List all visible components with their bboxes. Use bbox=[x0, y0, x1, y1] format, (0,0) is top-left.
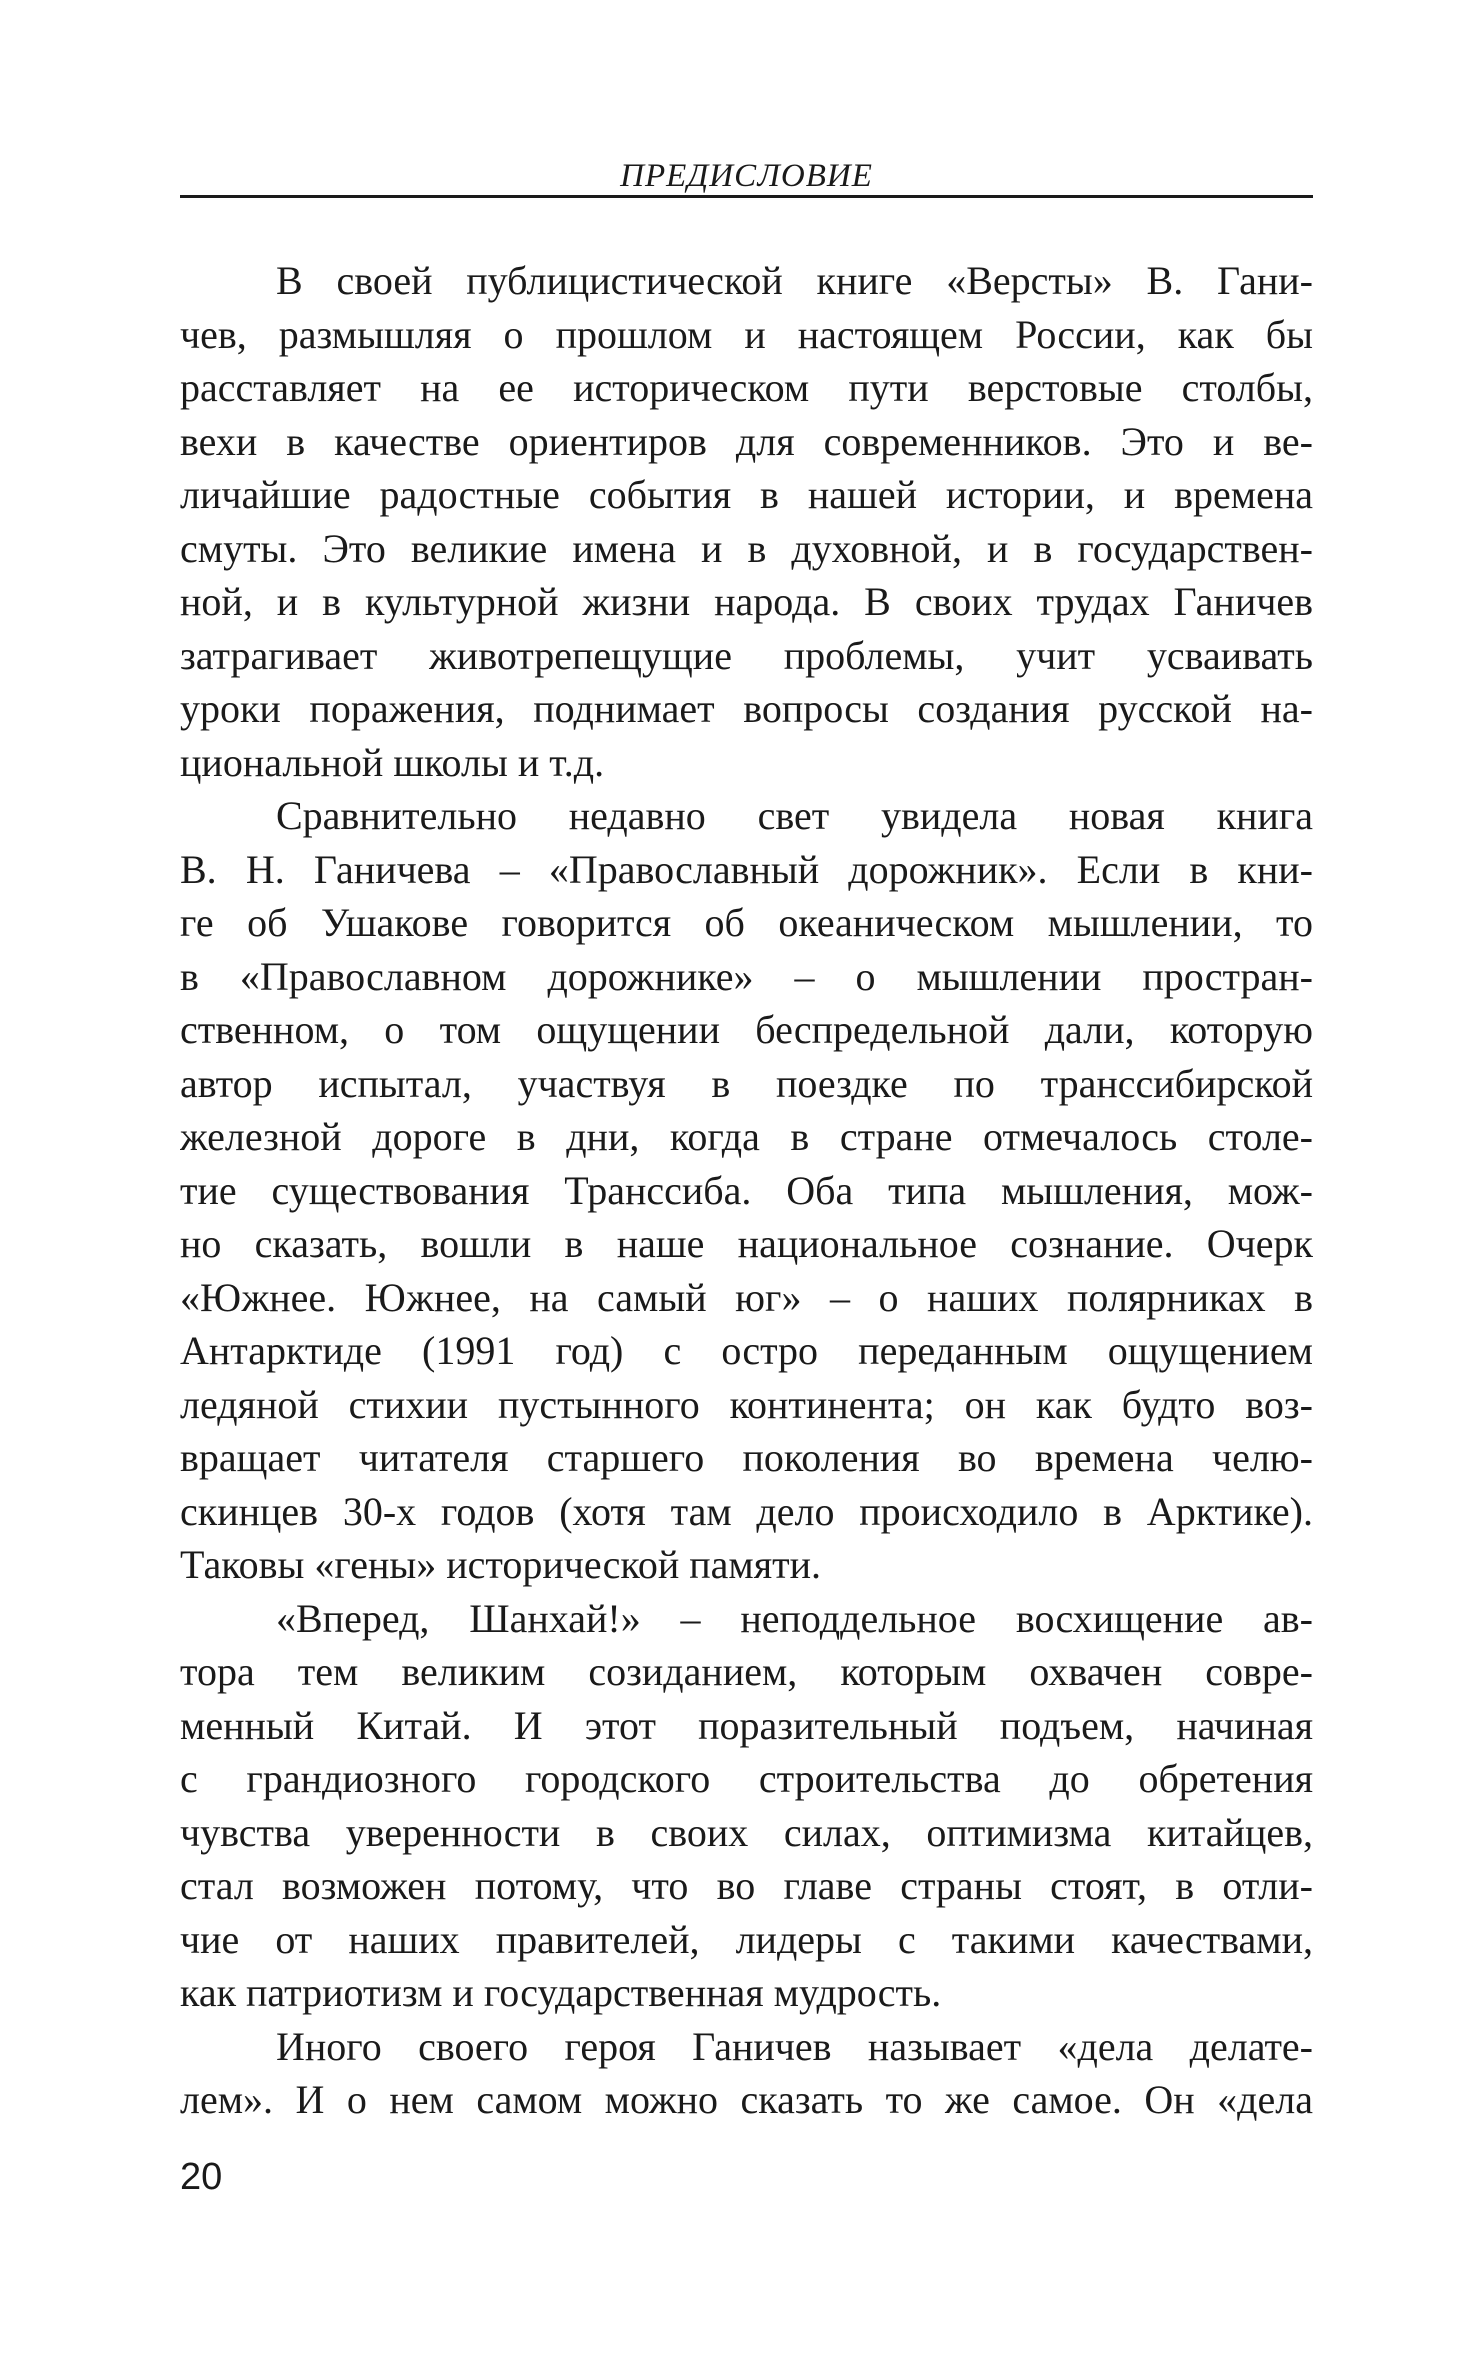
text-line: «Южнее. Южнее, на самый юг» – о наших полярниках в bbox=[180, 1274, 1313, 1320]
text-line: уроки поражения, поднимает вопросы создания русской на- bbox=[180, 686, 1313, 731]
text-line: Сравнительно недавно свет увидела новая книга bbox=[276, 793, 1313, 838]
text-line: с грандиозного городского строительства до обретения bbox=[180, 1756, 1313, 1801]
text-line: тие существования Транссиба. Оба типа мышления, мож- bbox=[180, 1167, 1313, 1213]
text-line: личайшие радостные события в нашей истории, и времена bbox=[180, 472, 1313, 517]
text-line: ственном, о том ощущении беспредельной дали, которую bbox=[180, 1007, 1313, 1052]
text-line: Иного своего героя Ганичев называет «дела делате- bbox=[276, 2023, 1313, 2069]
text-line: железной дороге в дни, когда в стране отмечалось столе- bbox=[180, 1114, 1313, 1159]
text-line: расставляет на ее историческом пути верстовые столбы, bbox=[180, 365, 1313, 410]
text-line: затрагивает животрепещущие проблемы, учит усваивать bbox=[180, 632, 1313, 678]
text-line: Таковы «гены» исторической памяти. bbox=[180, 1542, 821, 1587]
text-line: чувства уверенности в своих силах, оптимизма китайцев, bbox=[180, 1809, 1313, 1855]
text-line: чев, размышляя о прошлом и настоящем России, как бы bbox=[180, 311, 1313, 357]
text-line: вехи в качестве ориентиров для современников. Это и ве- bbox=[180, 418, 1313, 464]
text-line: как патриотизм и государственная мудрость. bbox=[180, 1970, 942, 2015]
text-line: лем». И о нем самом можно сказать то же самое. Он «дела bbox=[180, 2077, 1313, 2122]
text-line: ной, и в культурной жизни народа. В своих трудах Ганичев bbox=[180, 579, 1313, 624]
page-number: 20 bbox=[180, 2156, 223, 2198]
text-line: смуты. Это великие имена и в духовной, и в государствен- bbox=[180, 525, 1313, 571]
text-line: менный Китай. И этот поразительный подъем, начиная bbox=[180, 1702, 1313, 1748]
text-line: тора тем великим созиданием, которым охвачен совре- bbox=[180, 1649, 1313, 1694]
text-line: чие от наших правителей, лидеры с такими качествами, bbox=[180, 1916, 1313, 1962]
text-line: ге об Ушакове говорится об океаническом мышлении, то bbox=[180, 900, 1313, 945]
text-line: Антарктиде (1991 год) с остро переданным ощущением bbox=[180, 1328, 1313, 1373]
text-line: но сказать, вошли в наше национальное сознание. Очерк bbox=[180, 1221, 1313, 1266]
text-line: в «Православном дорожнике» – о мышлении простран- bbox=[180, 953, 1313, 999]
body-text bbox=[180, 254, 1313, 2127]
running-head: ПРЕДИСЛОВИЕ bbox=[620, 158, 873, 194]
text-line: ледяной стихии пустынного континента; он как будто воз- bbox=[180, 1381, 1313, 1427]
text-line: «Вперед, Шанхай!» – неподдельное восхищение ав- bbox=[276, 1595, 1313, 1641]
text-line: вращает читателя старшего поколения во времена челю- bbox=[180, 1435, 1313, 1480]
header-rule bbox=[180, 195, 1313, 198]
text-line: В своей публицистической книге «Версты» В. Гани- bbox=[276, 258, 1313, 303]
text-line: стал возможен потому, что во главе страны стоят, в отли- bbox=[180, 1863, 1313, 1908]
text-line: скинцев 30-х годов (хотя там дело происходило в Арктике). bbox=[180, 1488, 1313, 1534]
text-line: автор испытал, участвуя в поездке по транссибирской bbox=[180, 1060, 1313, 1106]
text-line: В. Н. Ганичева – «Православный дорожник». Если в кни- bbox=[180, 846, 1313, 892]
text-line: циональной школы и т.д. bbox=[180, 739, 605, 785]
